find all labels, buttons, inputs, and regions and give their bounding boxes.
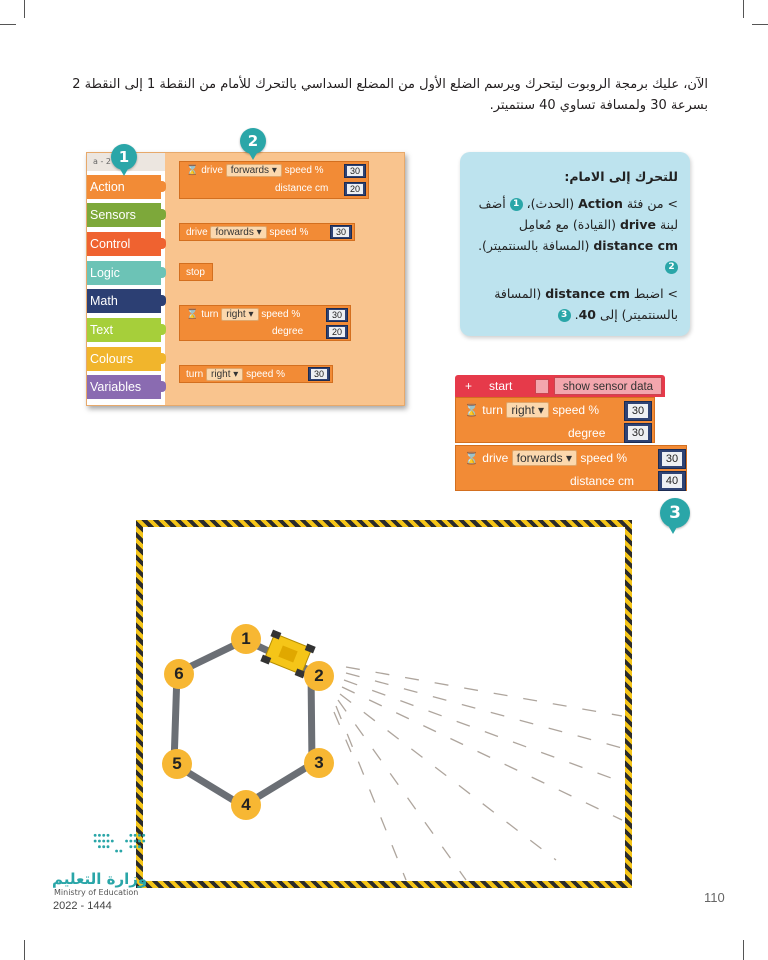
vertex-2: 2 — [304, 661, 334, 691]
callout-title: للتحرك إلى الامام: — [564, 169, 678, 184]
category-sensors[interactable]: Sensors — [87, 203, 161, 227]
distance-value[interactable]: 40 — [658, 471, 686, 491]
step-badge-1: 1 — [111, 144, 137, 170]
crop-mark — [24, 940, 25, 960]
block-command: turn — [186, 369, 204, 380]
robot-program — [455, 375, 687, 492]
speed-label: speed % — [284, 165, 324, 176]
degree-value[interactable]: 20 — [326, 325, 348, 339]
step-badge-2: 2 — [240, 128, 266, 154]
distance-label: distance cm — [570, 474, 635, 488]
ministry-name-arabic: وزارة التعليم — [52, 870, 148, 888]
add-icon[interactable]: + — [465, 379, 473, 393]
crop-mark — [743, 0, 744, 18]
instruction-step-2: > اضبط distance cm (المسافة بالسنتميتر) إلى 40. 3 — [494, 286, 678, 322]
direction-dropdown[interactable]: forwards ▾ — [512, 450, 577, 466]
instruction-step-1: > من فئة Action (الحدث)، 1 أضف لبنة drive (القيادة) مع مُعامِل distance cm (المسافة بالسنتميتر). 2 — [478, 196, 678, 272]
palette-tabs: a - 2 — [87, 153, 165, 171]
direction-dropdown[interactable]: right ▾ — [506, 402, 549, 418]
block-command: drive — [201, 165, 223, 176]
degree-value[interactable]: 30 — [624, 423, 652, 443]
block-command: turn — [482, 403, 503, 417]
instructions-callout — [460, 152, 690, 336]
speed-value[interactable]: 30 — [624, 401, 652, 421]
block-command: drive — [482, 451, 509, 465]
program-turn-block[interactable]: ⌛ turn right ▾ speed % 30 degree 30 — [455, 397, 655, 443]
turn-block[interactable] — [179, 365, 333, 383]
direction-dropdown[interactable]: forwards ▾ — [226, 164, 282, 177]
vertex-5: 5 — [162, 749, 192, 779]
block-command: stop — [186, 267, 205, 278]
category-math[interactable]: Math — [87, 289, 161, 313]
vertex-1: 1 — [231, 624, 261, 654]
step-badge-3: 3 — [660, 498, 690, 528]
speed-value[interactable]: 30 — [344, 164, 366, 178]
degree-label: degree — [272, 326, 304, 337]
show-sensor-data-button[interactable]: show sensor data — [554, 377, 662, 395]
start-checkbox[interactable] — [535, 379, 549, 394]
stop-block[interactable] — [179, 263, 213, 281]
block-palette — [86, 152, 405, 406]
page-number: 110 — [704, 890, 725, 905]
block-command: turn — [201, 309, 219, 320]
category-action[interactable]: Action — [87, 175, 161, 199]
intro-paragraph: الآن، عليك برمجة الروبوت ليتحرك ويرسم الضلع الأول من المضلع السداسي بالتحرك للأمام من النقطة 1 إلى النقطة 2 بسرعة 30 ولمسافة تساوي 40 سنتميتر. — [72, 77, 708, 113]
step-number-1: 1 — [510, 198, 523, 211]
block-command: drive — [186, 227, 208, 238]
start-block[interactable] — [455, 375, 665, 397]
ministry-logo-icon — [88, 826, 188, 866]
category-text[interactable]: Text — [87, 318, 161, 342]
category-control[interactable]: Control — [87, 232, 161, 256]
speed-label: speed % — [580, 451, 628, 465]
crop-mark — [24, 0, 25, 18]
speed-label: speed % — [269, 227, 309, 238]
category-logic[interactable]: Logic — [87, 261, 161, 285]
speed-value[interactable]: 30 — [326, 308, 348, 322]
step-number-3: 3 — [558, 309, 571, 322]
speed-value[interactable]: 30 — [330, 225, 352, 239]
hexagon-path — [136, 520, 632, 888]
ministry-name-english: Ministry of Education — [54, 888, 139, 897]
sensor-trail-lines — [334, 667, 622, 880]
robot-arena — [136, 520, 632, 888]
speed-label: speed % — [246, 369, 285, 380]
direction-dropdown[interactable]: right ▾ — [206, 368, 243, 381]
start-label: start — [489, 379, 513, 393]
crop-mark — [743, 940, 744, 960]
category-list — [87, 153, 165, 405]
vertex-6: 6 — [164, 659, 194, 689]
distance-label: distance cm — [275, 183, 329, 194]
turn-degree-block[interactable]: ⌛ turn right ▾ speed % 30 degree 20 — [179, 305, 351, 341]
vertex-4: 4 — [231, 790, 261, 820]
distance-value[interactable]: 20 — [344, 182, 366, 196]
category-colours[interactable]: Colours — [87, 347, 161, 371]
drive-distance-block[interactable]: ⌛ drive forwards ▾ speed % 30 distance cm 20 — [179, 161, 369, 199]
vertex-3: 3 — [304, 748, 334, 778]
step-number-2: 2 — [665, 261, 678, 274]
crop-mark — [752, 24, 768, 25]
program-drive-block[interactable]: ⌛ drive forwards ▾ speed % 30 distance cm 40 — [455, 445, 687, 491]
direction-dropdown[interactable]: right ▾ — [221, 308, 258, 321]
direction-dropdown[interactable]: forwards ▾ — [210, 226, 266, 239]
edition-year: 2022 - 1444 — [53, 900, 112, 912]
drive-block[interactable] — [179, 223, 355, 241]
category-variables[interactable]: Variables — [87, 375, 161, 399]
speed-label: speed % — [552, 403, 600, 417]
speed-value[interactable]: 30 — [308, 367, 330, 381]
speed-label: speed % — [261, 309, 301, 320]
degree-label: degree — [568, 426, 606, 440]
crop-mark — [0, 24, 16, 25]
speed-value[interactable]: 30 — [658, 449, 686, 469]
